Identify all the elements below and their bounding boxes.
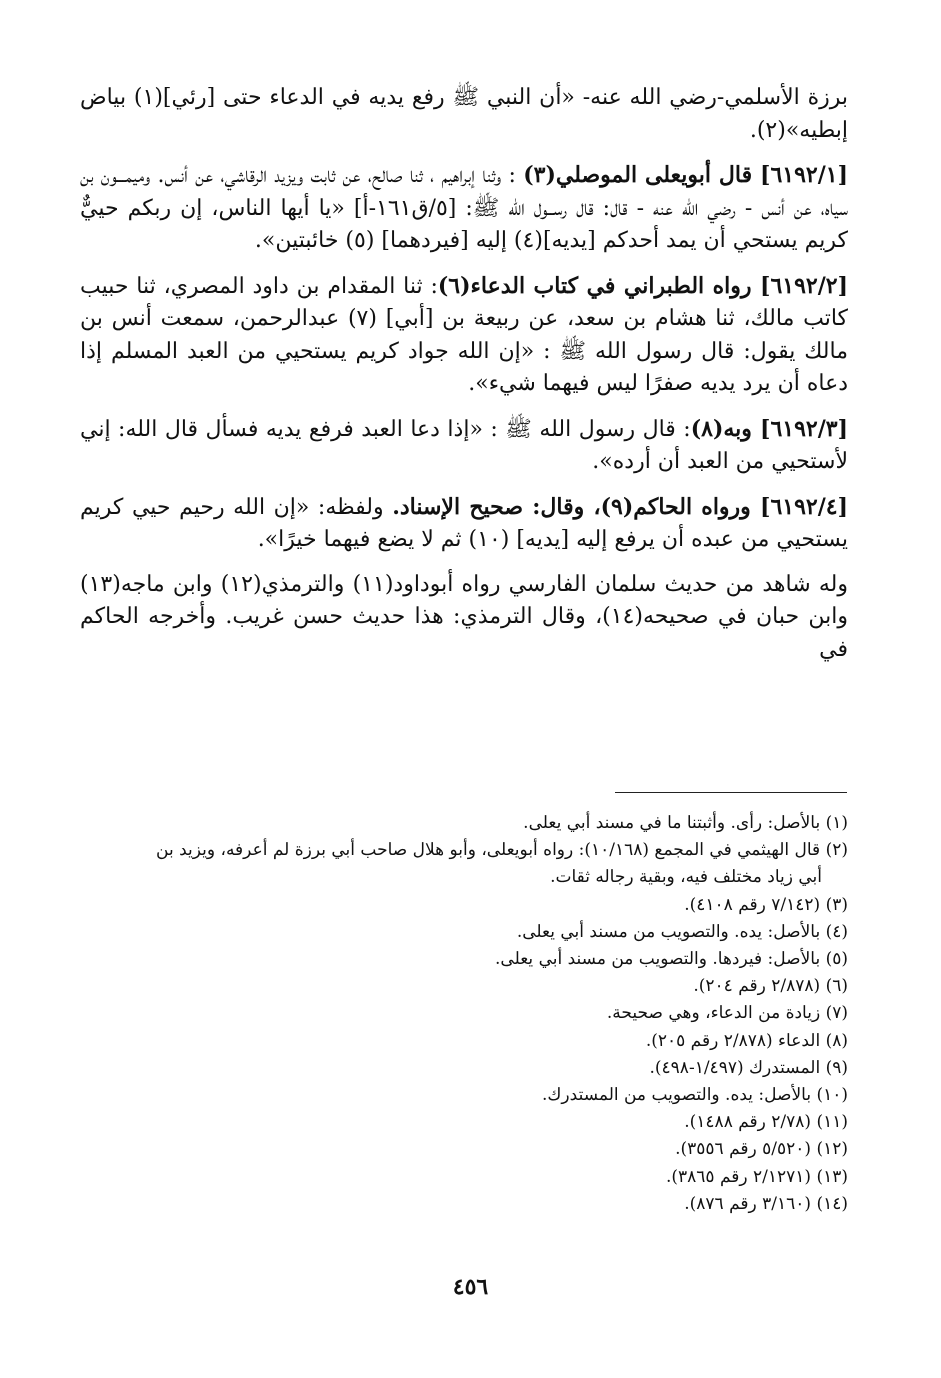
paragraph-text: : وثنا إبراهيم ، ثنا صالح، عن ثابت ويزيد الرقاشي، عن أنس. وميمـــون بن سياه، عن أنس - رضي الله عنه - قال: قال رســول الله ﷺ: [٥/ق١٦١-أ] «يا أيها الناس، إن ربكم حييٌّ كريم يستحي أن يمد أحدكم [يديه](٤) إليه [فيردهما] (٥) خائبتين». — [80, 163, 848, 253]
footnote-12: (١٢) (٥/٥٢٠ رقم ٣٥٥٦). — [675, 1139, 848, 1160]
footnote-4: (٤) بالأصل: يده. والتصويب من مسند أبي يعلى. — [516, 921, 848, 942]
paragraph-text: ولفظه: «إن الله رحيم حيي كريم يستحيي من عبده أن يرفع إليه [يديه] (١٠) ثم لا يضع فيهما خيرًا». — [80, 494, 848, 552]
paragraph-text: وله شاهد من حديث سلمان الفارسي رواه أبوداود(١١) والترمذي(١٢) وابن ماجه(١٣) وابن حبان في صحيحه(١٤)، وقال الترمذي: هذا حديث حسن غريب. وأخرجه الحاكم في — [80, 571, 849, 662]
paragraph-heading: [٦١٩٢/٣] وبه(٨) — [690, 415, 848, 442]
paragraph-heading: [٦١٩٢/٢] رواه الطبراني في كتاب الدعاء(٦) — [437, 272, 848, 299]
footnote-14: (١٤) (٣/١٦٠ رقم ٨٧٦). — [684, 1193, 848, 1214]
paragraph-text: : قال رسول الله ﷺ : «إذا دعا العبد فرفع يديه فسأل قال الله: إني لأستحيي من العبد أن أرده». — [80, 416, 848, 474]
paragraph-6192-4 — [80, 491, 848, 557]
paragraph-6192-1 — [80, 159, 848, 258]
footnote-1: (١) بالأصل: رأى. وأثبتنا ما في مسند أبي يعلى. — [523, 813, 848, 833]
paragraph-6192-3 — [80, 413, 848, 479]
footnotes — [80, 810, 848, 1218]
footnote-13: (١٣) (٢/١٢٧١ رقم ٣٨٦٥). — [665, 1166, 848, 1187]
paragraph-heading: [٦١٩٢/٤] ورواه الحاكم(٩)، وقال: صحيح الإسناد. — [392, 493, 848, 520]
paragraph-text: برزة الأسلمي-رضي الله عنه- «أن النبي ﷺ رفع يديه في الدعاء حتى [رئي](١) بياض إبطيه»(٢). — [80, 85, 849, 143]
footnote-separator — [615, 792, 847, 793]
footnote-7: (٧) زيادة من الدعاء، وهي صحيحة. — [606, 1003, 848, 1024]
main-text — [80, 82, 848, 672]
footnote-9: (٩) المستدرك (١/٤٩٧-٤٩٨). — [649, 1057, 848, 1078]
paragraph-text: : ثنا المقدام بن داود المصري، ثنا حبيب كاتب مالك، ثنا هشام بن سعد، عن ربيعة بن [أبي] (٧) عبدالرحمن، سمعت أنس بن مالك يقول: قال رسول الله ﷺ : «إن الله جواد كريم يستحيي من العبد المسلم إذا دعاه أن يرد يديه صفرًا ليس فيهما شيء». — [80, 273, 849, 396]
footnote-11: (١١) (٢/٧٨ رقم ١٤٨٨). — [684, 1112, 848, 1133]
page-number: ٤٥٦ — [452, 1274, 489, 1300]
footnote-10: (١٠) بالأصل: يده. والتصويب من المستدرك. — [542, 1085, 848, 1106]
paragraph-witness — [80, 569, 848, 667]
footnote-5: (٥) بالأصل: فيردها. والتصويب من مسند أبي يعلى. — [495, 949, 848, 970]
footnote-2: (٢) قال الهيثمي في المجمع (١٠/١٦٨): رواه أبويعلى، وأبو هلال صاحب أبي برزة لم أعرفه، ويزيد بن أبي زياد مختلف فيه، وبقية رجاله ثقات. — [80, 837, 848, 891]
footnote-3: (٣) (٧/١٤٢ رقم ٤١٠٨). — [684, 894, 848, 915]
footnote-8: (٨) الدعاء (٢/٨٧٨ رقم ٢٠٥). — [645, 1030, 848, 1051]
paragraph-intro — [80, 82, 848, 147]
paragraph-heading: [٦١٩٢/١] قال أبويعلى الموصلي(٣) — [523, 162, 848, 188]
footnote-6: (٦) (٢/٨٧٨ رقم ٢٠٤). — [693, 976, 848, 997]
paragraph-6192-2 — [80, 270, 848, 401]
footnote-continuation: أبي زياد مختلف فيه، وبقية رجاله ثقات. — [550, 867, 822, 888]
